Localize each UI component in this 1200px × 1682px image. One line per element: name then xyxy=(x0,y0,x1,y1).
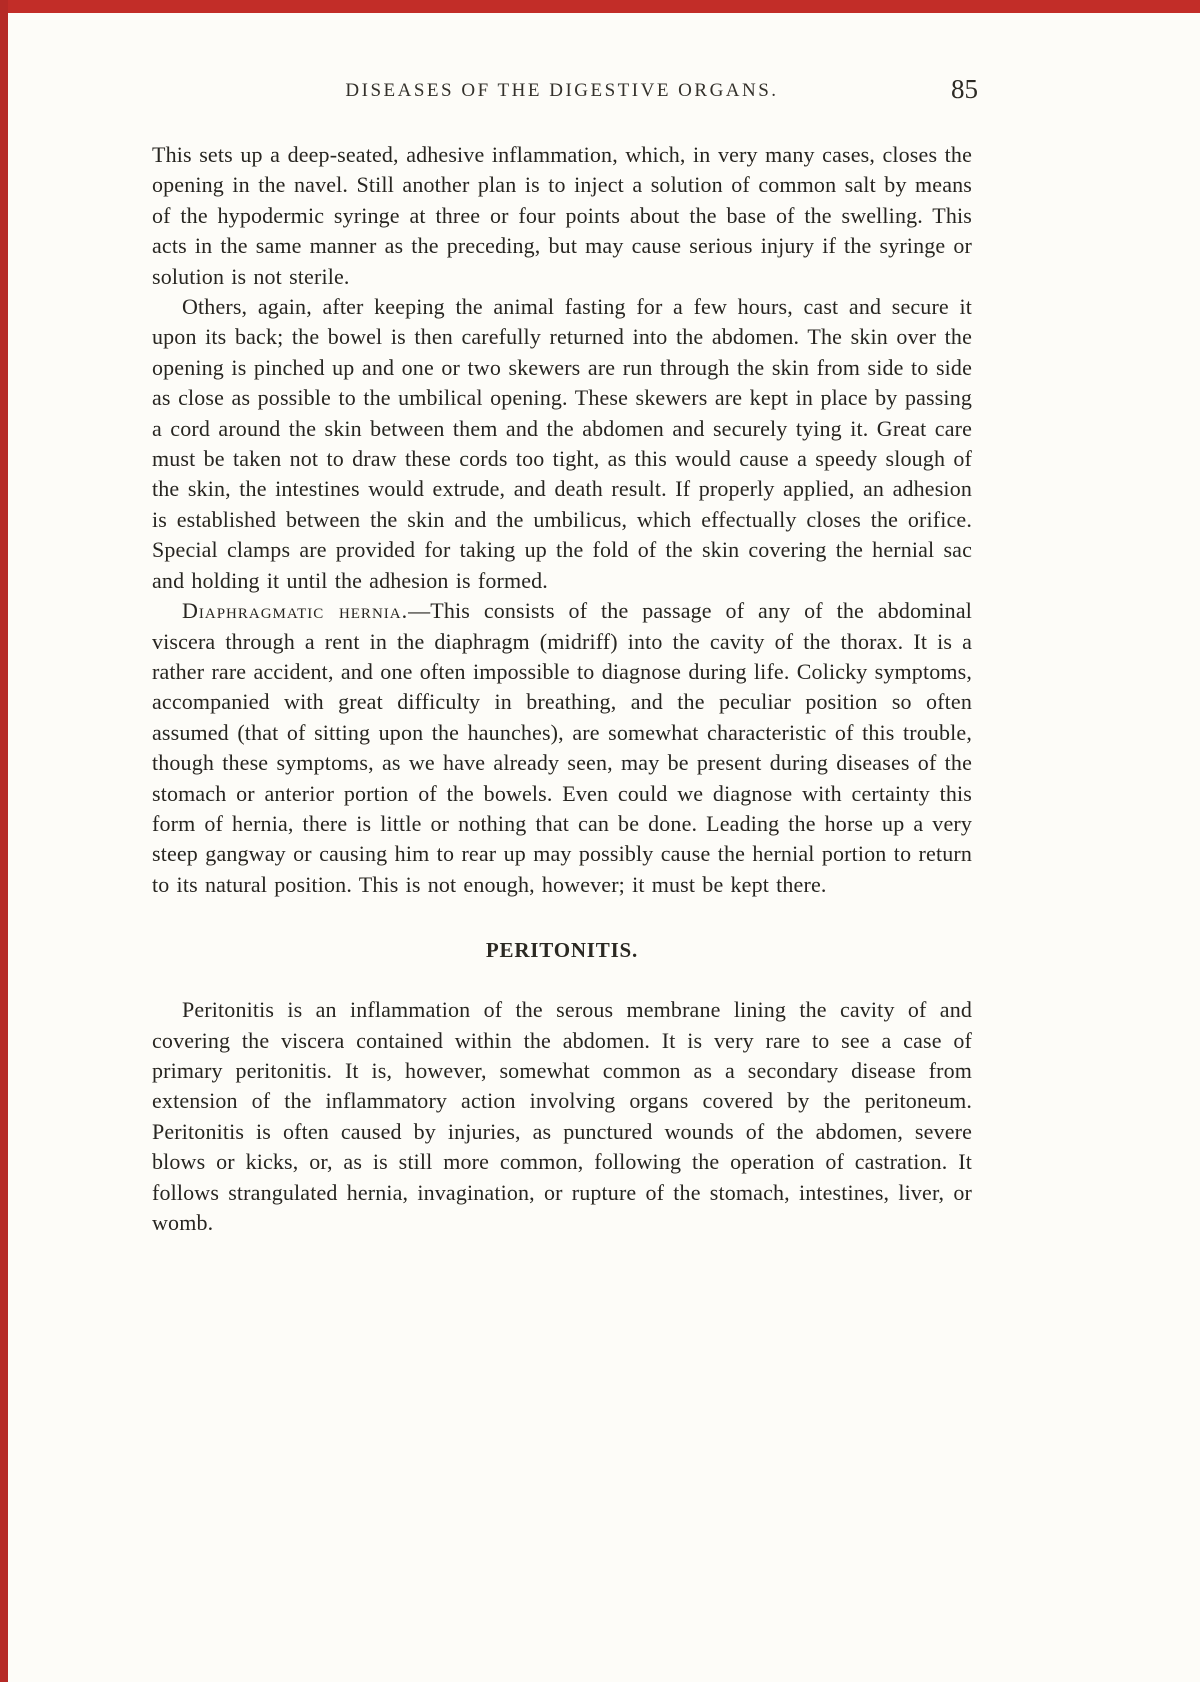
paragraph-continuation: This sets up a deep-seated, adhesive inflammation, which, in very many cases, closes the opening in the navel. Still another plan is to inject a solution of common salt by means of the hypodermic syringe at three or four points about the base of the swelling. This acts in the same manner as the preceding, but may cause serious injury if the syringe or solution is not sterile. xyxy=(152,142,972,289)
paragraph-diaphragmatic-hernia xyxy=(152,596,972,900)
paragraph-peritonitis: Peritonitis is an inflammation of the serous membrane lining the cavity of and covering the viscera contained within the abdomen. It is very rare to see a case of primary peritonitis. It is, however, somewhat common as a secondary disease from extension of the inflammatory action involving organs covered by the peritoneum. Peritonitis is often caused by injuries, as punctured wounds of the abdomen, severe blows or kicks, or, as is still more common, following the operation of castration. It follows strangulated hernia, invagination, or rupture of the stomach, intestines, liver, or womb. xyxy=(152,997,972,1235)
paragraph-lead-smallcaps: Diaphragmatic hernia. xyxy=(182,598,409,624)
section-heading-peritonitis: PERITONITIS. xyxy=(485,938,639,963)
page-number: 85 xyxy=(951,74,978,104)
running-header-title: DISEASES OF THE DIGESTIVE ORGANS. xyxy=(345,80,779,101)
page-header xyxy=(152,74,978,114)
paragraph-skewer-method: Others, again, after keeping the animal fasting for a few hours, cast and secure it upon its back; the bowel is then carefully returned into the abdomen. The skin over the opening is pinched up and one or two skewers are run through the skin from side to side as close as possible to the umbilical opening. These skewers are kept in place by passing a cord around the skin between them and the abdomen and securely tying it. Great care must be taken not to draw these cords too tight, as this would cause a speedy slough of the skin, the intestines would extrude, and death result. If properly applied, an adhesion is established between the skin and the umbilicus, which effectually closes the orifice. Special clamps are provided for taking up the fold of the skin covering the hernial sac and holding it until the adhesion is formed. xyxy=(152,294,972,593)
body-text xyxy=(152,140,972,1238)
paragraph-body: —This consists of the passage of any of the abdominal viscera through a rent in the diaphragm (midriff) into the cavity of the thorax. It is a rather rare accident, and one often impossible to diagnose during life. Colicky symptoms, accompanied with great difficulty in breathing, and the peculiar position so often assumed (that of sitting upon the haunches), are somewhat characteristic of this trouble, though these symptoms, as we have already seen, may be present during diseases of the stomach or anterior portion of the bowels. Even could we diagnose with certainty this form of hernia, there is little or nothing that can be done. Leading the horse up a very steep gangway or causing him to rear up may possibly cause the hernial portion to return to its natural position. This is not enough, however; it must be kept there. xyxy=(152,598,972,897)
